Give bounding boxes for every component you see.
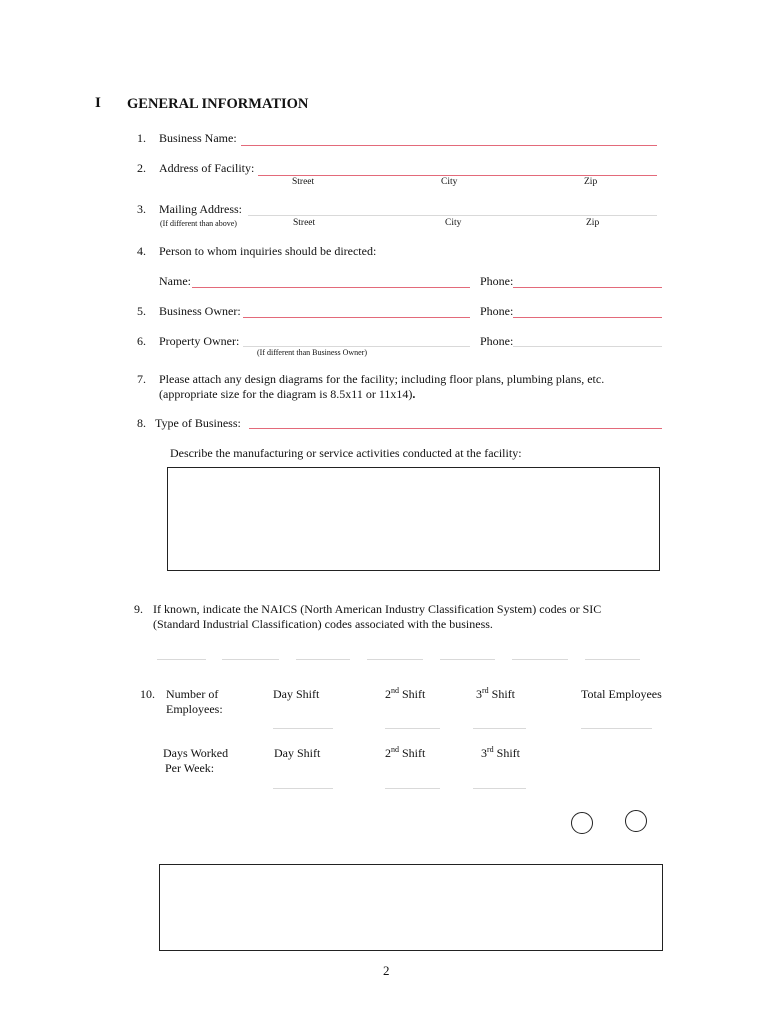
q10-number: 10. (140, 687, 155, 701)
q7-number: 7. (137, 372, 146, 386)
q7-line2-period: . (412, 387, 416, 401)
q2-zip-label: Zip (584, 177, 598, 187)
q6-phone-label: Phone: (480, 334, 514, 348)
q1-label: Business Name: (159, 131, 237, 145)
mailing-address-field[interactable] (248, 215, 657, 216)
q8-describe-label: Describe the manufacturing or service activities conducted at the facility: (170, 446, 522, 460)
days-second-shift-word: Shift (399, 746, 426, 760)
q6-note: (If different than Business Owner) (257, 348, 368, 357)
q4-label: Person to whom inquiries should be directed: (159, 244, 377, 258)
q3-label: Mailing Address: (159, 202, 242, 216)
third-num: 3 (476, 687, 482, 701)
code-field-7[interactable] (585, 659, 640, 660)
days-third-shift-word: Shift (493, 746, 521, 760)
q1-number: 1. (137, 131, 146, 145)
employees-third-shift-field[interactable] (473, 728, 526, 729)
days-second-sup: nd (391, 745, 399, 754)
business-owner-field[interactable] (243, 317, 470, 318)
q7-line2 (159, 387, 415, 402)
q5-phone-label: Phone: (480, 304, 514, 318)
q9-line1: If known, indicate the NAICS (North American Industry Classification System) codes or SIC (153, 602, 602, 616)
days-third-shift-field[interactable] (473, 788, 526, 789)
q2-city-label: City (441, 177, 458, 187)
header-third-shift (476, 687, 515, 702)
header-day-shift: Day Shift (273, 687, 320, 701)
q2-number: 2. (137, 161, 146, 175)
days-header-third-shift (481, 746, 520, 761)
page-number: 2 (383, 963, 390, 978)
q7-line1: Please attach any design diagrams for the facility; including floor plans, plumbing plans, etc. (159, 372, 605, 386)
employees-second-shift-field[interactable] (385, 728, 440, 729)
property-owner-phone-field[interactable] (513, 346, 662, 347)
radio-option-1[interactable] (571, 812, 593, 834)
business-type-field[interactable] (249, 428, 662, 429)
q8-number: 8. (137, 416, 146, 430)
q10-label-line1: Number of (166, 687, 219, 701)
code-field-1[interactable] (157, 659, 206, 660)
section-number: I (95, 95, 101, 111)
days-day-shift-field[interactable] (273, 788, 333, 789)
days-second-num: 2 (385, 746, 391, 760)
comments-textarea[interactable] (159, 864, 663, 951)
q6-number: 6. (137, 334, 146, 348)
q4-number: 4. (137, 244, 146, 258)
code-field-6[interactable] (512, 659, 568, 660)
q8-label: Type of Business: (155, 416, 241, 430)
days-third-sup: rd (487, 745, 494, 754)
q2-street-label: Street (292, 177, 315, 187)
employees-day-shift-field[interactable] (273, 728, 333, 729)
business-name-field[interactable] (241, 145, 657, 146)
q9-line2: (Standard Industrial Classification) codes associated with the business. (153, 617, 493, 631)
code-field-3[interactable] (296, 659, 350, 660)
second-num: 2 (385, 687, 391, 701)
header-second-shift (385, 687, 425, 702)
days-header-day-shift: Day Shift (274, 746, 321, 760)
q3-number: 3. (137, 202, 146, 216)
q3-note: (If different than above) (160, 219, 237, 228)
q6-label: Property Owner: (159, 334, 240, 348)
contact-phone-field[interactable] (513, 287, 662, 288)
q5-number: 5. (137, 304, 146, 318)
second-shift-word: Shift (399, 687, 426, 701)
section-title: GENERAL INFORMATION (127, 96, 309, 112)
contact-name-field[interactable] (192, 287, 470, 288)
q10-label-line2: Employees: (166, 702, 223, 716)
code-field-2[interactable] (222, 659, 279, 660)
q7-line2-text: (appropriate size for the diagram is 8.5x11 or 11x14) (159, 387, 413, 401)
second-sup: nd (391, 686, 399, 695)
header-total-employees: Total Employees (581, 687, 662, 701)
q4-phone-label: Phone: (480, 274, 514, 288)
q9-number: 9. (134, 602, 143, 616)
q2-label: Address of Facility: (159, 161, 255, 175)
business-owner-phone-field[interactable] (513, 317, 662, 318)
q4-name-label: Name: (159, 274, 191, 288)
radio-option-2[interactable] (625, 810, 647, 832)
property-owner-field[interactable] (243, 346, 470, 347)
activities-description-textarea[interactable] (167, 467, 660, 571)
days-second-shift-field[interactable] (385, 788, 440, 789)
code-field-4[interactable] (367, 659, 423, 660)
q5-label: Business Owner: (159, 304, 241, 318)
third-shift-word: Shift (488, 687, 516, 701)
q3-zip-label: Zip (586, 218, 600, 228)
third-sup: rd (482, 686, 489, 695)
days-worked-label-line2: Per Week: (165, 761, 215, 775)
code-field-5[interactable] (440, 659, 495, 660)
days-third-num: 3 (481, 746, 487, 760)
q3-street-label: Street (293, 218, 316, 228)
total-employees-field[interactable] (581, 728, 652, 729)
facility-address-field[interactable] (258, 175, 657, 176)
days-header-second-shift (385, 746, 425, 761)
q3-city-label: City (445, 218, 462, 228)
days-worked-label-line1: Days Worked (163, 746, 229, 760)
